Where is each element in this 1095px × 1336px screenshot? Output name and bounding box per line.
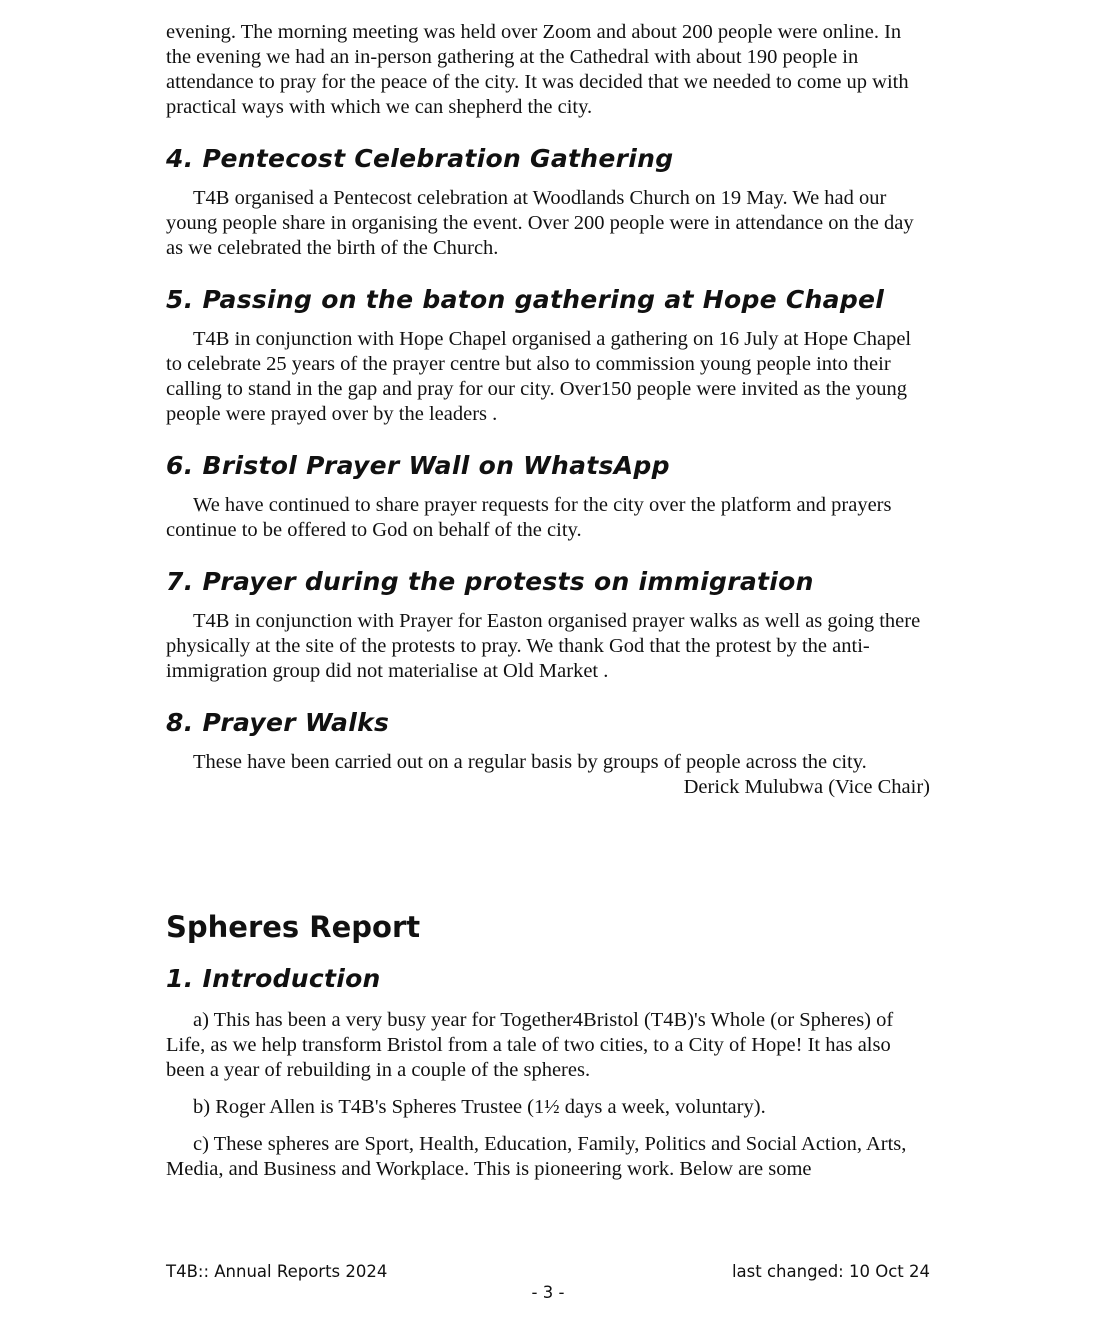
section-heading: 7. Prayer during the protests on immigration [166, 567, 814, 596]
footer-last-changed: last changed: 10 Oct 24 [731, 1262, 930, 1281]
intro-paragraph: evening. The morning meeting was held over Zoom and about 200 people were online. In the evening we had an in-person gathering at the Cathedral with about 190 people in attendance to pray for the peace of the city. It was decided that we needed to come up with practical ways with which we can shepherd the city. [166, 21, 909, 118]
section-heading: 8. Prayer Walks [166, 708, 390, 737]
section-heading: 5. Passing on the baton gathering at Hope Chapel [166, 285, 885, 314]
report-title: Spheres Report [166, 910, 421, 944]
section-body: T4B in conjunction with Prayer for Easton organised prayer walks as well as going there physically at the site of the protests to pray. We thank God that the protest by the anti-immigration group did not materialise at Old Market . [166, 610, 921, 682]
page-number: - 3 - [531, 1283, 565, 1302]
spheres-paragraph: a) This has been a very busy year for Together4Bristol (T4B)'s Whole (or Spheres) of Life, as we help transform Bristol from a tale of two cities, to a City of Hope! It has also been a year of rebuilding in a couple of the spheres. [166, 1009, 894, 1081]
section-body: T4B organised a Pentecost celebration at Woodlands Church on 19 May. We had our young people share in organising the event. Over 200 people were in attendance on the day as we celebrated the birth of the Church. [166, 187, 914, 259]
spheres-paragraph: b) Roger Allen is T4B's Spheres Trustee (1½ days a week, voluntary). [193, 1096, 766, 1118]
section-body: We have continued to share prayer requests for the city over the platform and prayers continue to be offered to God on behalf of the city. [166, 494, 892, 541]
document-page [166, 20, 930, 1182]
section-body: T4B in conjunction with Hope Chapel organised a gathering on 16 July at Hope Chapel to celebrate 25 years of the prayer centre but also to commission young people into their calling to stand in the gap and pray for our city. Over150 people were invited as the young people were prayed over by the leaders . [166, 328, 912, 425]
section-heading: 6. Bristol Prayer Wall on WhatsApp [166, 451, 670, 480]
section-body: These have been carried out on a regular basis by groups of people across the city. [193, 751, 867, 773]
spheres-paragraph: c) These spheres are Sport, Health, Education, Family, Politics and Social Action, Arts, Media, and Business and Workplace. This is pioneering work. Below are some [166, 1133, 907, 1180]
section-heading: 1. Introduction [166, 964, 381, 993]
footer-document-title: T4B:: Annual Reports 2024 [166, 1262, 388, 1281]
section-heading: 4. Pentecost Celebration Gathering [166, 144, 674, 173]
signature: Derick Mulubwa (Vice Chair) [683, 776, 930, 798]
